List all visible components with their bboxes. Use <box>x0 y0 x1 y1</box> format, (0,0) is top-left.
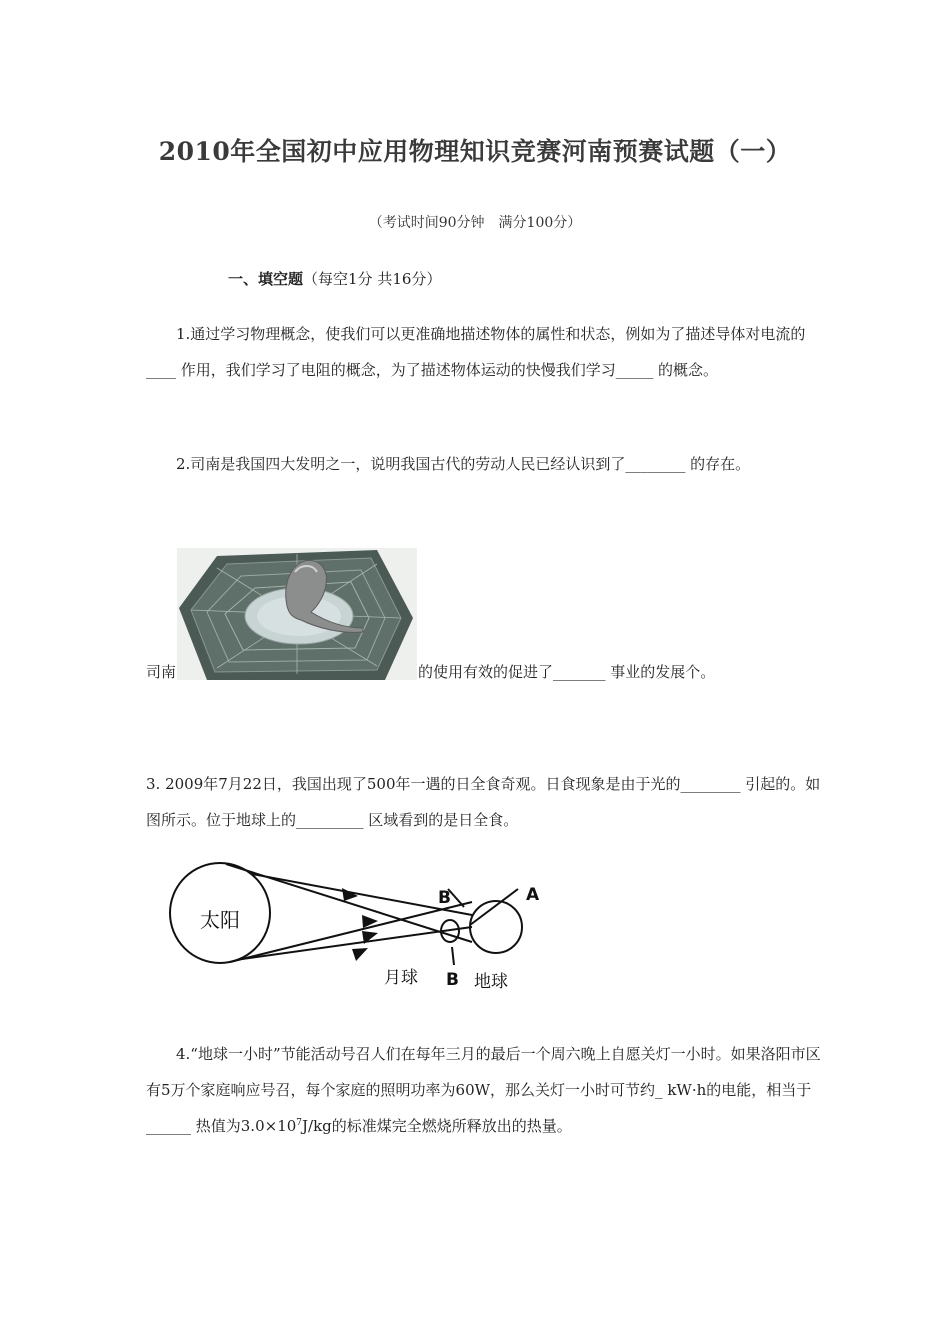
question-4-text: 4.“地球一小时”节能活动号召人们在每年三月的最后一个周六晚上自愿关灯一小时。如果洛阳市区有5万个家庭响应号召，每个家庭的照明功率为60W，那么关灯一小时可节约_ kW·h的电能，相当于______ 热值为3.0×10 <box>146 1045 821 1135</box>
question-2-text-before-image: 司南 <box>146 663 177 681</box>
section-title: 一、填空题 <box>228 270 304 288</box>
question-4-text-end: J/kg的标准煤完全燃烧所释放出的热量。 <box>302 1117 572 1135</box>
section-note: （每空1分 共16分） <box>303 270 442 288</box>
question-2: 2.司南是我国四大发明之一，说明我国古代的劳动人民已经认识到了________ 的存在。 <box>176 455 751 473</box>
question-3: 3. 2009年7月22日，我国出现了500年一遇的日全食奇观。日食现象是由于光的________ 引起的。如图所示。位于地球上的_________ 区域看到的是日全食。 <box>146 775 821 829</box>
solar-eclipse-diagram <box>172 855 540 995</box>
label-a: A <box>526 885 540 905</box>
moon-label: 月球 <box>384 968 418 988</box>
label-b-top: B <box>438 888 451 908</box>
sinan-compass-icon <box>177 548 417 680</box>
question-4 <box>146 1036 821 1144</box>
question-4-exponent: 7 <box>296 1118 303 1128</box>
question-2-continued <box>146 548 826 682</box>
label-b-bottom: B <box>446 970 459 990</box>
earth-label: 地球 <box>474 972 508 992</box>
page-title: 2010年全国初中应用物理知识竞赛河南预赛试题（一） <box>158 137 792 166</box>
question-1: 1.通过学习物理概念，使我们可以更准确地描述物体的属性和状态，例如为了描述导体对电流的____ 作用，我们学习了电阻的概念，为了描述物体运动的快慢我们学习_____ 的概念。 <box>146 325 806 379</box>
earth-circle <box>470 901 522 953</box>
exam-info: （考试时间90分钟 满分100分） <box>368 215 582 231</box>
section-heading <box>228 268 441 289</box>
sun-label: 太阳 <box>200 908 240 932</box>
question-2-text-after-image: 的使用有效的促进了_______ 事业的发展个。 <box>418 663 716 681</box>
